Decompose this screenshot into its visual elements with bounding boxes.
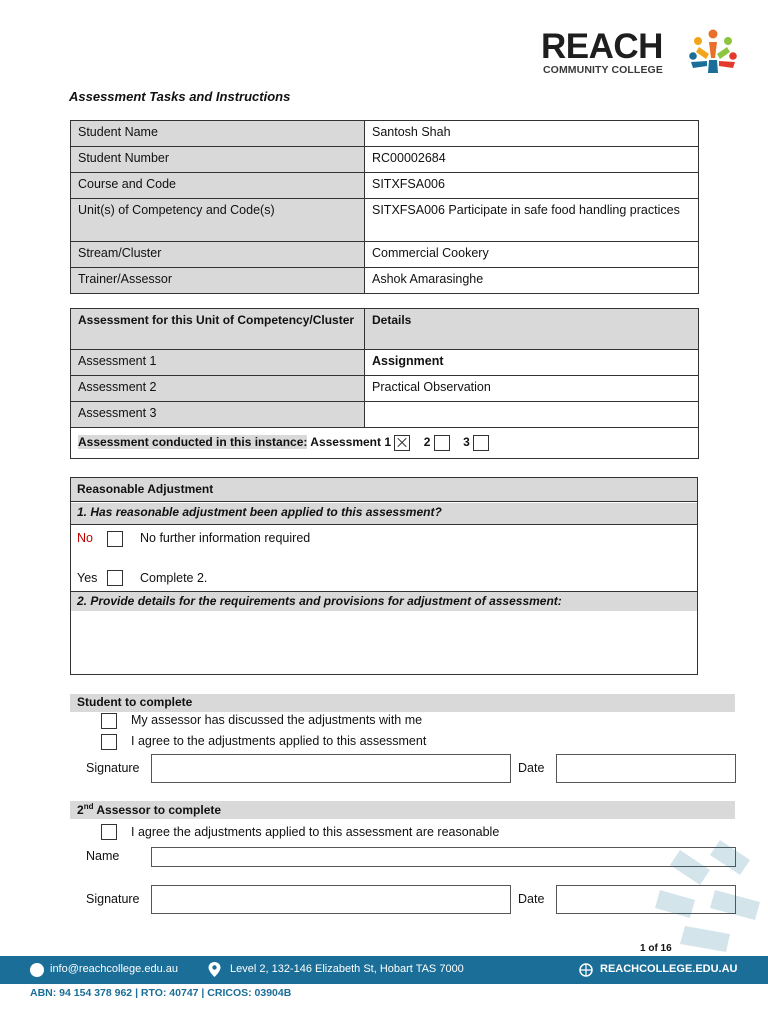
watermark-icon	[640, 830, 768, 956]
assessment-3-value	[365, 402, 699, 428]
no-checkbox[interactable]	[107, 531, 123, 547]
no-label: No	[77, 531, 93, 545]
adjustment-details-area[interactable]	[72, 612, 696, 673]
stream-cluster-label: Stream/Cluster	[71, 242, 365, 268]
assessment-3-label: Assessment 3	[71, 402, 365, 428]
assessment-2-value: Practical Observation	[365, 376, 699, 402]
assessor-discussed-checkbox[interactable]	[101, 713, 117, 729]
student-complete-title: Student to complete	[70, 694, 735, 712]
agree-adjustments-text: I agree to the adjustments applied to this assessment	[131, 734, 427, 748]
trainer-assessor-label: Trainer/Assessor	[71, 268, 365, 294]
logo-subtitle: COMMUNITY COLLEGE	[543, 64, 663, 76]
student-details-table	[70, 120, 699, 294]
student-date-field[interactable]	[556, 754, 736, 783]
student-name-value: Santosh Shah	[365, 121, 699, 147]
globe-icon	[579, 963, 593, 977]
yes-text: Complete 2.	[140, 571, 208, 585]
footer-address: Level 2, 132-146 Elizabeth St, Hobart TAS 7000	[230, 963, 464, 975]
footer-website[interactable]: REACHCOLLEGE.EDU.AU	[600, 963, 738, 975]
assessment-table	[70, 308, 699, 459]
course-code-label: Course and Code	[71, 173, 365, 199]
logo-people-icon	[687, 28, 739, 74]
student-signature-label: Signature	[86, 761, 140, 775]
student-number-label: Student Number	[71, 147, 365, 173]
assessment-2-label: Assessment 2	[71, 376, 365, 402]
assessment-1-value: Assignment	[365, 350, 699, 376]
footer-email[interactable]: info@reachcollege.edu.au	[50, 963, 178, 975]
assessor-discussed-text: My assessor has discussed the adjustments with me	[131, 713, 423, 727]
stream-cluster-value: Commercial Cookery	[365, 242, 699, 268]
assessor-title-rest: Assessor to complete	[93, 803, 222, 817]
email-icon	[30, 963, 44, 977]
course-code-value: SITXFSA006	[365, 173, 699, 199]
assessor-title-number: 2	[77, 803, 84, 817]
instance-3-label: 3	[463, 435, 470, 449]
assessment-2-checkbox[interactable]	[434, 435, 450, 451]
reach-logo	[541, 28, 741, 78]
assessor-signature-field[interactable]	[151, 885, 511, 914]
assessor-signature-label: Signature	[86, 892, 140, 906]
instance-2-label: 2	[423, 435, 431, 449]
reasonable-adjustment-title: Reasonable Adjustment	[71, 478, 697, 502]
assessment-3-checkbox[interactable]	[473, 435, 489, 451]
agree-adjustments-checkbox[interactable]	[101, 734, 117, 750]
assessment-unit-header: Assessment for this Unit of Competency/Cluster	[71, 309, 365, 350]
assessor-name-label: Name	[86, 849, 120, 863]
yes-label: Yes	[77, 571, 98, 585]
student-number-value: RC00002684	[365, 147, 699, 173]
no-text: No further information required	[140, 531, 311, 545]
adjustment-question-1: 1. Has reasonable adjustment been applied to this assessment?	[71, 503, 697, 525]
location-pin-icon	[208, 962, 221, 977]
student-name-label: Student Name	[71, 121, 365, 147]
assessor-complete-title	[70, 801, 735, 819]
assessor-date-label: Date	[518, 892, 545, 906]
assessment-instance-row	[71, 428, 699, 459]
assessor-agree-text: I agree the adjustments applied to this assessment are reasonable	[131, 825, 500, 839]
assessment-1-label: Assessment 1	[71, 350, 365, 376]
trainer-assessor-value: Ashok Amarasinghe	[365, 268, 699, 294]
footer-bar	[0, 956, 768, 984]
assessor-title-sup: nd	[83, 802, 94, 811]
footer-abn-line: ABN: 94 154 378 962 | RTO: 40747 | CRICOS: 03904B	[30, 987, 292, 999]
yes-checkbox[interactable]	[107, 570, 123, 586]
page-heading: Assessment Tasks and Instructions	[69, 89, 291, 104]
assessment-1-checkbox[interactable]	[394, 435, 410, 451]
student-date-label: Date	[518, 761, 545, 775]
assessor-agree-checkbox[interactable]	[101, 824, 117, 840]
unit-competency-label: Unit(s) of Competency and Code(s)	[71, 199, 365, 242]
unit-competency-value: SITXFSA006 Participate in safe food handling practices	[365, 199, 699, 242]
page-number: 1 of 16	[640, 943, 672, 954]
student-signature-field[interactable]	[151, 754, 511, 783]
instance-a1-label: Assessment 1	[310, 435, 391, 449]
details-header: Details	[365, 309, 699, 350]
adjustment-question-2: 2. Provide details for the requirements and provisions for adjustment of assessment:	[71, 591, 697, 611]
logo-wordmark: REACH	[541, 27, 663, 66]
instance-label: Assessment conducted in this instance:	[78, 435, 308, 449]
